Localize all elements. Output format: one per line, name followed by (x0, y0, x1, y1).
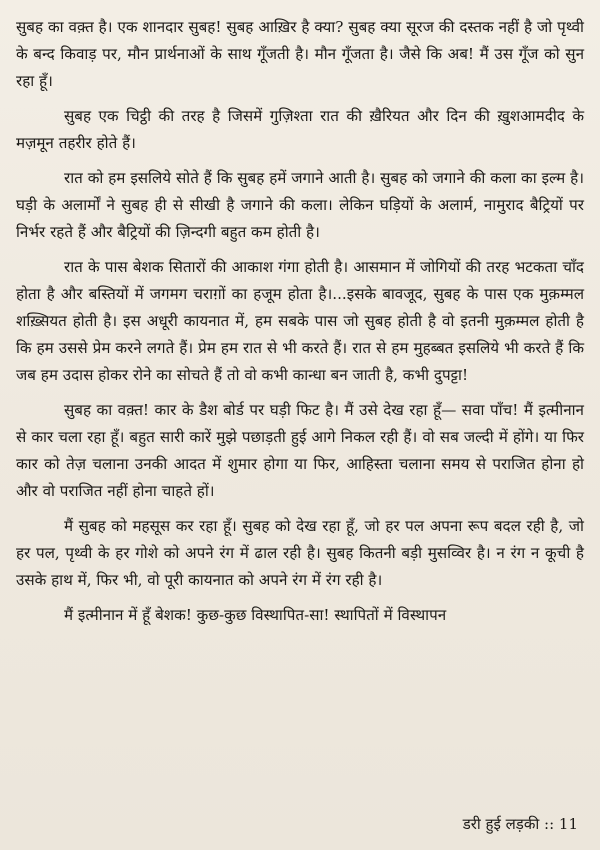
paragraph-4: रात के पास बेशक सितारों की आकाश गंगा होती है। आसमान में जोगियों की तरह भटकता चाँद होता है और बस्तियों में जगमग चराग़ों का हजूम होता है।...इसके बावजूद, सुबह के पास एक मुक़म्मल शख़्सियत होती है। इस अधूरी कायनात में, हम सबके पास जो सुबह होती है वो इतनी मुक़म्मल होती है कि हम उससे प्रेम करने लगते हैं। प्रेम हम रात से भी करते हैं। रात से हम मुहब्बत इसलिये भी करते हैं कि जब हम उदास होकर रोने का सोचते हैं तो वो कभी कान्धा बन जाती है, कभी दुपट्टा! (16, 258, 584, 384)
paragraph-3: रात को हम इसलिये सोते हैं कि सुबह हमें जगाने आती है। सुबह को जगाने की कला का इल्म है। घड़ी के अलार्मों ने सुबह ही से सीखी है जगाने की कला। लेकिन घड़ियों के अलार्म, नामुराद बैट्रियों पर निर्भर रहते हैं और बैट्रियों की ज़िन्दगी बहुत कम होती है। (16, 169, 584, 241)
book-title: डरी हुई लड़की (462, 815, 540, 833)
paragraph-6: मैं सुबह को महसूस कर रहा हूँ। सुबह को देख रहा हूँ, जो हर पल अपना रूप बदल रही है, जो हर पल, पृथ्वी के हर गोशे को अपने रंग में ढाल रही है। सुबह कितनी बड़ी मुसव्विर है। न रंग न कूची है उसके हाथ में, फिर भी, वो पूरी कायनात को अपने रंग में रंग रही है। (16, 517, 584, 589)
paragraph-1: सुबह का वक़्त है। एक शानदार सुबह! सुबह आख़िर है क्या? सुबह क्या सूरज की दस्तक नहीं है जो पृथ्वी के बन्द किवाड़ पर, मौन प्रार्थनाओं के साथ गूँजती है। मौन गूँजता है। जैसे कि अब! मैं उस गूँज को सुन रहा हूँ। (16, 18, 584, 90)
footer-separator: :: (544, 815, 555, 833)
page-number: 11 (558, 815, 578, 833)
paragraph-2: सुबह एक चिट्ठी की तरह है जिसमें गुज़िश्ता रात की ख़ैरियत और दिन की ख़ुशआमदीद के मज़मून तहरीर होते हैं। (16, 107, 584, 152)
paragraph-7: मैं इत्मीनान में हूँ बेशक! कुछ-कुछ विस्थापित-सा! स्थापितों में विस्थापन (64, 606, 447, 624)
page-footer (463, 814, 578, 834)
paragraph-5: सुबह का वक़्त! कार के डैश बोर्ड पर घड़ी फिट है। मैं उसे देख रहा हूँ— सवा पाँच! मैं इत्मीनान से कार चला रहा हूँ। बहुत सारी कारें मुझे पछाड़ती हुई आगे निकल रही हैं। वो सब जल्दी में होंगे। या फिर कार को तेज़ चलाना उनकी आदत में शुमार होगा या फिर, आहिस्ता चलाना समय से पराजित होना हो और वो पराजित नहीं होना चाहते हों। (16, 401, 584, 500)
